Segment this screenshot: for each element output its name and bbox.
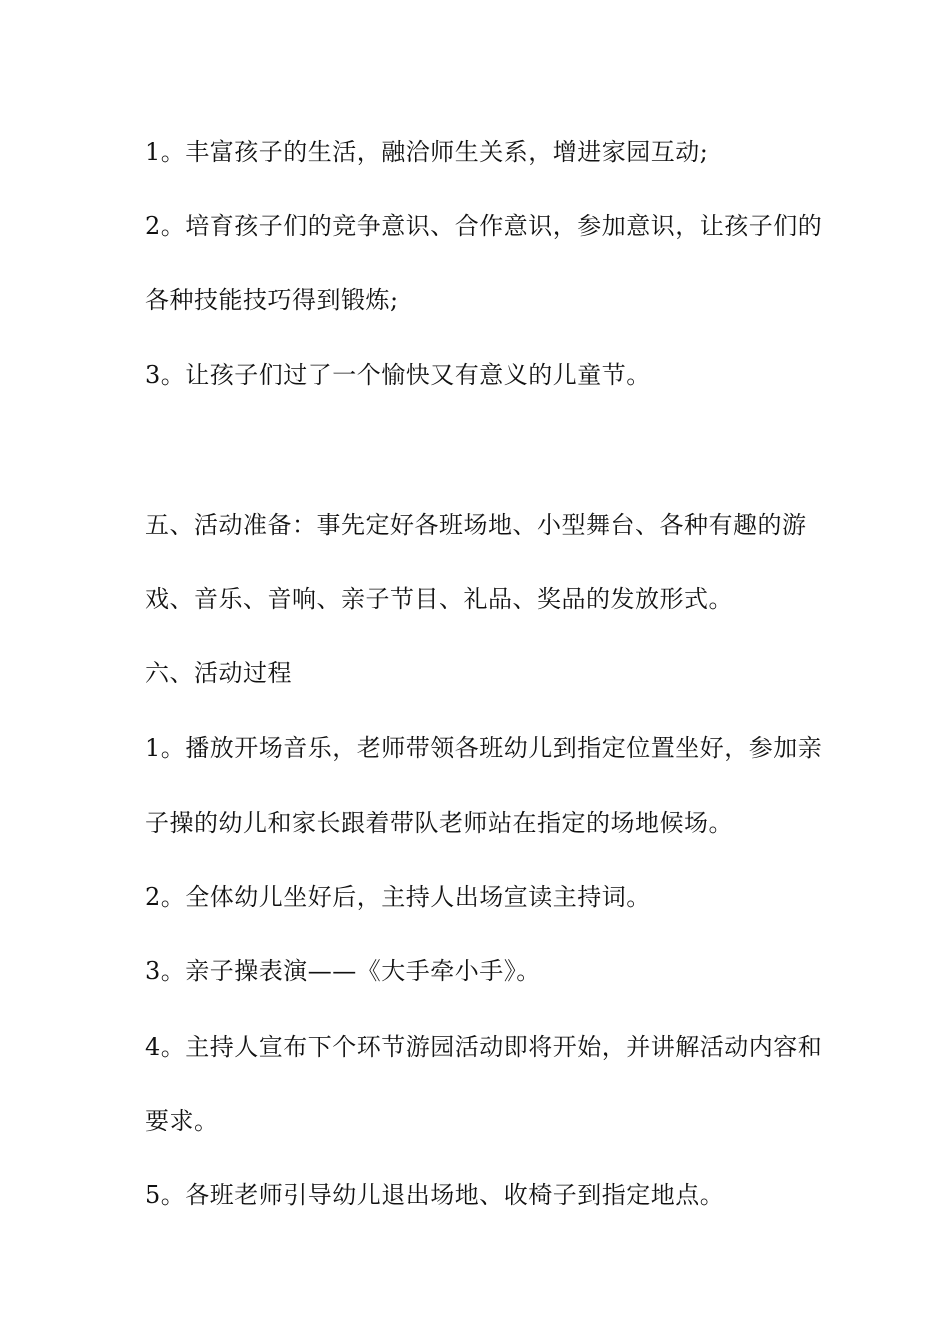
- process-step-3: 3。亲子操表演——《大手牵小手》。: [145, 957, 541, 985]
- process-step-1-line-1: 1。播放开场音乐，老师带领各班幼儿到指定位置坐好，参加亲: [145, 734, 823, 762]
- section-preparation-line-1: 五、活动准备：事先定好各班场地、小型舞台、各种有趣的游: [145, 511, 807, 539]
- process-step-4-line-1: 4。主持人宣布下个环节游园活动即将开始，并讲解活动内容和: [145, 1033, 823, 1061]
- process-step-5: 5。各班老师引导幼儿退出场地、收椅子到指定地点。: [145, 1181, 725, 1209]
- process-step-4-line-2: 要求。: [145, 1107, 219, 1135]
- goal-item-2-line-1: 2。培育孩子们的竞争意识、合作意识，参加意识，让孩子们的: [145, 212, 823, 240]
- section-preparation-line-2: 戏、音乐、音响、亲子节目、礼品、奖品的发放形式。: [145, 585, 733, 613]
- section-process-heading: 六、活动过程: [145, 659, 292, 687]
- goal-item-2-line-2: 各种技能技巧得到锻炼;: [145, 286, 399, 314]
- goal-item-3: 3。让孩子们过了一个愉快又有意义的儿童节。: [145, 361, 651, 389]
- process-step-2: 2。全体幼儿坐好后，主持人出场宣读主持词。: [145, 883, 651, 911]
- process-step-1-line-2: 子操的幼儿和家长跟着带队老师站在指定的场地候场。: [145, 809, 733, 837]
- goal-item-1: 1。丰富孩子的生活，融洽师生关系，增进家园互动;: [145, 138, 709, 166]
